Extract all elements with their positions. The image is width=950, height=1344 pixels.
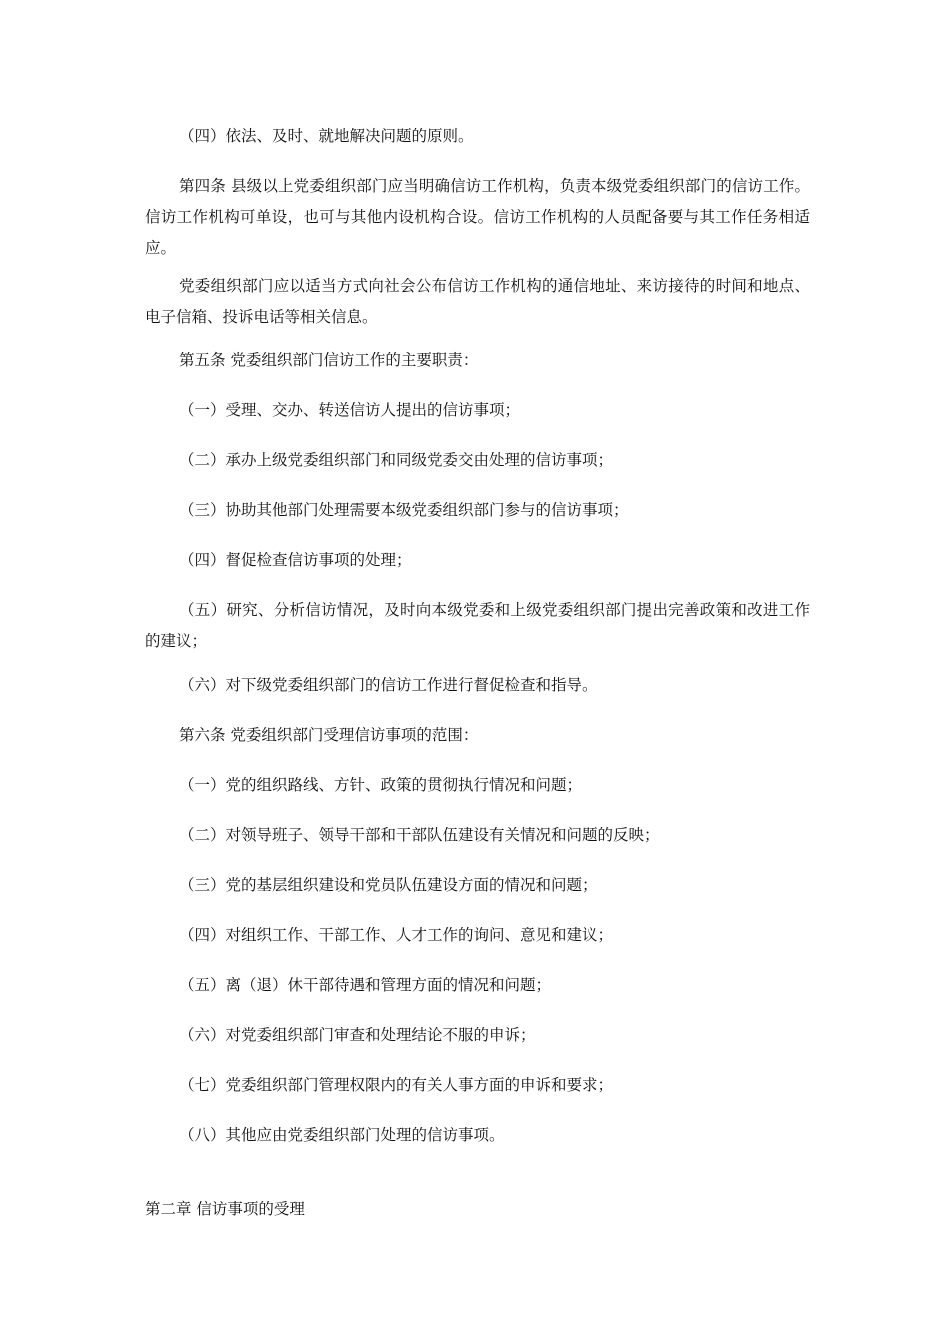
paragraph-principle-4: （四）依法、及时、就地解决问题的原则。 xyxy=(179,127,474,145)
paragraph-duty-2: （二）承办上级党委组织部门和同级党委交由处理的信访事项； xyxy=(179,451,614,469)
paragraph-scope-2: （二）对领导班子、领导干部和干部队伍建设有关情况和问题的反映； xyxy=(179,826,660,844)
paragraph-scope-5: （五）离（退）休干部待遇和管理方面的情况和问题； xyxy=(179,976,552,994)
paragraph-scope-1: （一）党的组织路线、方针、政策的贯彻执行情况和问题； xyxy=(179,776,583,794)
paragraph-public-info: 党委组织部门应以适当方式向社会公布信访工作机构的通信地址、来访接待的时间和地点、电子信箱、投诉电话等相关信息。 xyxy=(145,277,810,326)
paragraph-article-6: 第六条 党委组织部门受理信访事项的范围： xyxy=(179,726,479,744)
paragraph-article-5: 第五条 党委组织部门信访工作的主要职责： xyxy=(179,351,479,369)
paragraph-scope-8: （八）其他应由党委组织部门处理的信访事项。 xyxy=(179,1126,505,1144)
paragraph-scope-4: （四）对组织工作、干部工作、人才工作的询问、意见和建议； xyxy=(179,926,614,944)
paragraph-duty-1: （一）受理、交办、转送信访人提出的信访事项； xyxy=(179,401,521,419)
paragraph-duty-5: （五）研究、分析信访情况，及时向本级党委和上级党委组织部门提出完善政策和改进工作的建议； xyxy=(145,601,810,650)
paragraph-duty-3: （三）协助其他部门处理需要本级党委组织部门参与的信访事项； xyxy=(179,501,629,519)
paragraph-scope-3: （三）党的基层组织建设和党员队伍建设方面的情况和问题； xyxy=(179,876,598,894)
paragraph-duty-6: （六）对下级党委组织部门的信访工作进行督促检查和指导。 xyxy=(179,676,598,694)
paragraph-article-4: 第四条 县级以上党委组织部门应当明确信访工作机构，负责本级党委组织部门的信访工作。信访工作机构可单设，也可与其他内设机构合设。信访工作机构的人员配备要与其工作任务相适应。 xyxy=(145,177,810,257)
chapter-heading: 第二章 信访事项的受理 xyxy=(145,1200,305,1218)
paragraph-scope-7: （七）党委组织部门管理权限内的有关人事方面的申诉和要求； xyxy=(179,1076,614,1094)
paragraph-duty-4: （四）督促检查信访事项的处理； xyxy=(179,551,412,569)
paragraph-scope-6: （六）对党委组织部门审查和处理结论不服的申诉； xyxy=(179,1026,536,1044)
